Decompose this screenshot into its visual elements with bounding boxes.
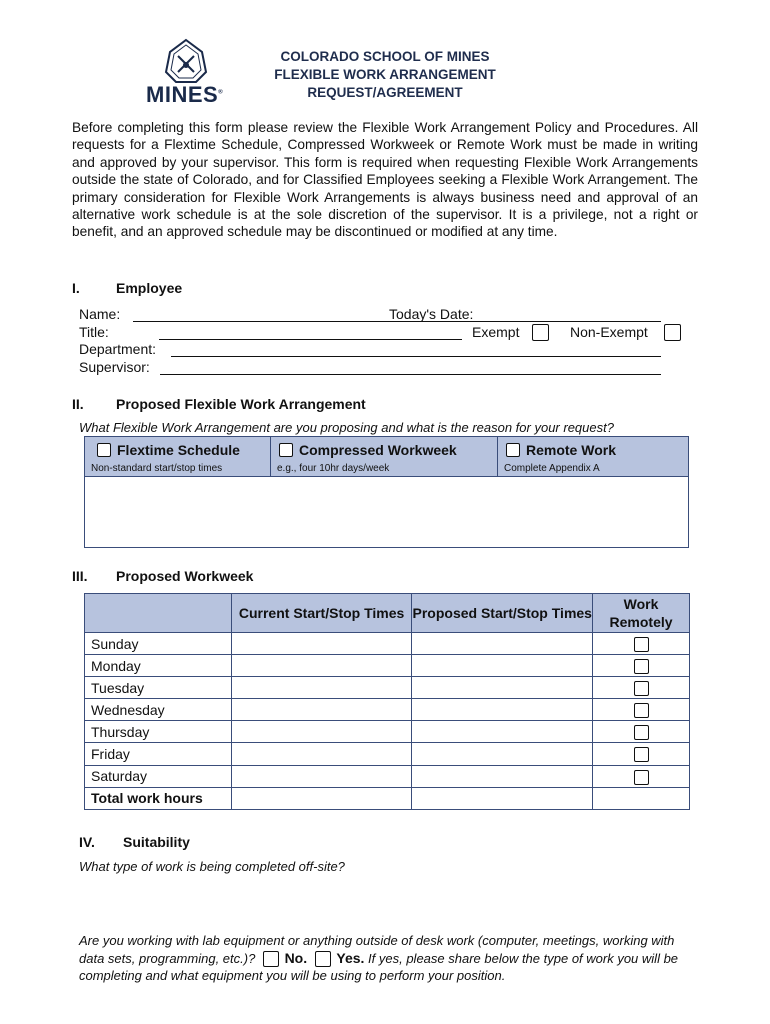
table-row (85, 765, 690, 787)
current-times-cell[interactable] (231, 633, 412, 655)
workweek-header-row (85, 594, 690, 633)
remote-day-checkbox[interactable] (634, 725, 649, 740)
proposed-times-cell[interactable] (412, 721, 593, 743)
fwa-option-remote (498, 437, 687, 477)
todays-date-field[interactable] (389, 321, 661, 322)
todays-date-label: Today's Date: (389, 306, 474, 322)
no-label: No. (284, 949, 308, 966)
section-employee-heading: I. Employee (72, 280, 183, 296)
remote-sub: Complete Appendix A (504, 463, 600, 474)
table-row (85, 655, 690, 677)
exempt-checkbox[interactable] (532, 324, 549, 341)
supervisor-field[interactable] (160, 374, 661, 375)
remote-label: Remote Work (526, 442, 616, 458)
current-times-cell[interactable] (231, 677, 412, 699)
header-proposed-times: Proposed Start/Stop Times (412, 594, 593, 633)
total-row (85, 787, 690, 809)
total-label: Total work hours (85, 787, 232, 809)
current-times-cell[interactable] (231, 721, 412, 743)
day-label: Thursday (85, 721, 232, 743)
table-row (85, 677, 690, 699)
suitability-question-2: Are you working with lab equipment or anything outside of desk work (computer, meetings, working with data sets, programming, etc.)? No. Yes. If yes, please share below the type of work you will be completing and what equipment you will be using to perform your position. (79, 933, 679, 984)
remote-checkbox[interactable] (506, 443, 520, 457)
form-title: COLORADO SCHOOL OF MINES FLEXIBLE WORK ARRANGEMENT REQUEST/AGREEMENT (274, 49, 496, 100)
compressed-label: Compressed Workweek (299, 442, 457, 458)
table-row (85, 743, 690, 765)
section-suitability-heading: IV. Suitability (79, 834, 190, 850)
remote-day-checkbox[interactable] (634, 659, 649, 674)
remote-day-checkbox[interactable] (634, 703, 649, 718)
day-label: Friday (85, 743, 232, 765)
proposed-times-cell[interactable] (412, 633, 593, 655)
current-times-cell[interactable] (231, 655, 412, 677)
day-label: Monday (85, 655, 232, 677)
header-current-times: Current Start/Stop Times (231, 594, 412, 633)
supervisor-label: Supervisor: (79, 359, 150, 375)
total-remote-cell (593, 787, 690, 809)
proposed-times-cell[interactable] (412, 699, 593, 721)
compressed-sub: e.g., four 10hr days/week (277, 463, 390, 474)
fwa-option-compressed (271, 437, 498, 477)
table-row (85, 721, 690, 743)
department-field[interactable] (171, 356, 661, 357)
fwa-question: What Flexible Work Arrangement are you proposing and what is the reason for your request? (79, 420, 614, 435)
logo-wordmark: MINES® (146, 82, 224, 107)
department-label: Department: (79, 341, 157, 357)
flextime-sub: Non-standard start/stop times (91, 463, 223, 474)
header-work-remotely: Work Remotely (593, 594, 690, 633)
title-label: Title: (79, 324, 109, 340)
proposed-times-cell[interactable] (412, 743, 593, 765)
no-checkbox[interactable] (263, 951, 279, 967)
header-day (85, 594, 232, 633)
fwa-options-box (84, 436, 689, 548)
remote-day-checkbox[interactable] (634, 747, 649, 762)
flextime-label: Flextime Schedule (117, 442, 240, 458)
table-row (85, 633, 690, 655)
remote-day-checkbox[interactable] (634, 637, 649, 652)
intro-paragraph: Before completing this form please review the Flexible Work Arrangement Policy and Procedures. All requests for a Flextime Schedule, Compressed Workweek or Remote Work must be made in writing and approved by your supervisor. This form is required when requesting Flexible Work Arrangements outside the state of Colorado, and for Classified Employees seeking a Flexible Work Arrangement. The primary consideration for Flexible Work Arrangements is always business need and approval of an alternative work schedule is at the sole discretion of the supervisor. It is a privilege, not a right or benefit, and an approved schedule may be discontinued or modified at any time. (72, 120, 698, 240)
day-label: Tuesday (85, 677, 232, 699)
total-proposed-cell[interactable] (412, 787, 593, 809)
non-exempt-label: Non-Exempt (570, 324, 648, 340)
suitability-question-1: What type of work is being completed off-site? (79, 859, 345, 874)
fwa-options-header (85, 437, 688, 477)
section-workweek-heading: III. Proposed Workweek (72, 568, 254, 584)
proposed-times-cell[interactable] (412, 655, 593, 677)
proposed-times-cell[interactable] (412, 765, 593, 787)
proposed-times-cell[interactable] (412, 677, 593, 699)
non-exempt-checkbox[interactable] (664, 324, 681, 341)
table-row (85, 699, 690, 721)
flextime-checkbox[interactable] (97, 443, 111, 457)
name-label: Name: (79, 306, 121, 322)
day-label: Wednesday (85, 699, 232, 721)
fwa-reason-field[interactable] (85, 477, 687, 545)
total-current-cell[interactable] (231, 787, 412, 809)
current-times-cell[interactable] (231, 743, 412, 765)
workweek-table (84, 593, 690, 810)
day-label: Saturday (85, 765, 232, 787)
title-field[interactable] (159, 339, 462, 340)
day-label: Sunday (85, 633, 232, 655)
name-field[interactable] (133, 321, 389, 322)
current-times-cell[interactable] (231, 765, 412, 787)
current-times-cell[interactable] (231, 699, 412, 721)
exempt-label: Exempt (472, 324, 520, 340)
yes-checkbox[interactable] (315, 951, 331, 967)
fwa-option-flextime (85, 437, 271, 477)
remote-day-checkbox[interactable] (634, 770, 649, 785)
compressed-checkbox[interactable] (279, 443, 293, 457)
section-fwa-heading: II. Proposed Flexible Work Arrangement (72, 396, 366, 412)
remote-day-checkbox[interactable] (634, 681, 649, 696)
yes-label: Yes. (336, 949, 365, 966)
